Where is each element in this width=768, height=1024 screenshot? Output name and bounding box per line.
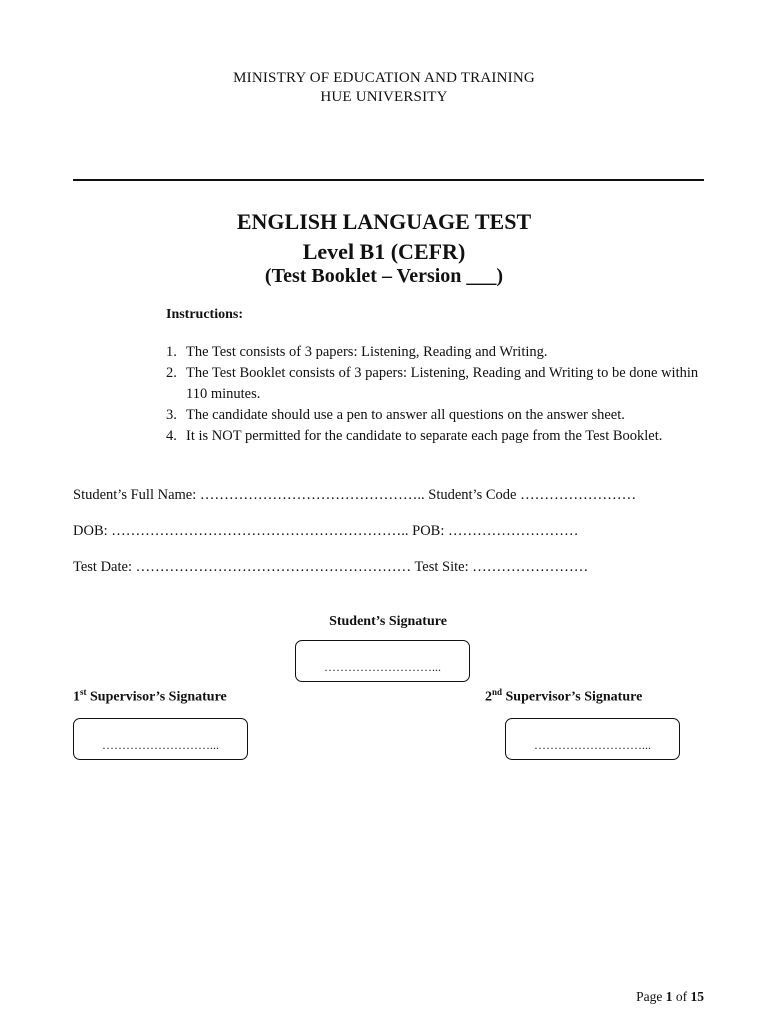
first-supervisor-signature-label: [73, 687, 227, 706]
page-number-footer: [636, 989, 704, 1005]
instructions-heading: Instructions:: [166, 307, 244, 322]
student-name-code-field: Student’s Full Name: ……………………………………….. Student’s Code ……………………: [73, 487, 637, 503]
instruction-number: 3.: [166, 407, 177, 423]
instruction-item: [166, 426, 706, 447]
page-word: Page: [636, 989, 663, 1004]
of-word: of: [675, 989, 688, 1004]
instruction-item: [166, 405, 706, 426]
first-supervisor-ordinal: 1: [73, 689, 80, 705]
student-signature-box: [295, 640, 470, 682]
instruction-text: It is NOT permitted for the candidate to separate each page from the Test Booklet.: [186, 428, 663, 444]
test-level: Level B1 (CEFR): [302, 239, 466, 264]
instruction-number: 2.: [166, 365, 177, 381]
first-supervisor-label-text: Supervisor’s Signature: [86, 689, 227, 705]
page-current: 1: [665, 989, 673, 1004]
dob-pob-field: DOB: …………………………………………………….. POB: ………………………: [73, 523, 579, 539]
instruction-text: The Test consists of 3 papers: Listening, Reading and Writing.: [186, 344, 548, 360]
student-signature-label: Student’s Signature: [329, 614, 447, 629]
instruction-number: 4.: [166, 428, 177, 444]
second-supervisor-ordinal-suffix: nd: [492, 687, 503, 697]
first-supervisor-signature-box: [73, 718, 248, 760]
second-supervisor-label-text: Supervisor’s Signature: [502, 689, 643, 705]
instructions-list: [166, 342, 706, 447]
instruction-item: [166, 342, 706, 363]
first-supervisor-ordinal-suffix: st: [80, 687, 87, 697]
student-signature-dots: ………………………...: [324, 660, 441, 674]
test-date-site-field: Test Date: ………………………………………………… Test Site: ……………………: [73, 559, 589, 575]
instruction-text: The candidate should use a pen to answer all questions on the answer sheet.: [186, 407, 625, 423]
divider-rule: [73, 179, 704, 181]
second-supervisor-signature-dots: ………………………...: [534, 738, 651, 752]
second-supervisor-signature-box: [505, 718, 680, 760]
page-total: 15: [690, 989, 704, 1004]
ministry-header: MINISTRY OF EDUCATION AND TRAINING: [233, 70, 535, 86]
university-header: HUE UNIVERSITY: [320, 89, 448, 105]
instruction-item: [166, 363, 706, 405]
second-supervisor-signature-label: [485, 687, 642, 706]
second-supervisor-ordinal: 2: [485, 689, 492, 705]
test-title: ENGLISH LANGUAGE TEST: [236, 209, 532, 234]
instruction-text: The Test Booklet consists of 3 papers: Listening, Reading and Writing to be done within 110 minutes.: [186, 365, 699, 402]
test-booklet-version: (Test Booklet – Version ___): [264, 265, 504, 287]
instruction-number: 1.: [166, 344, 177, 360]
first-supervisor-signature-dots: ………………………...: [102, 738, 219, 752]
